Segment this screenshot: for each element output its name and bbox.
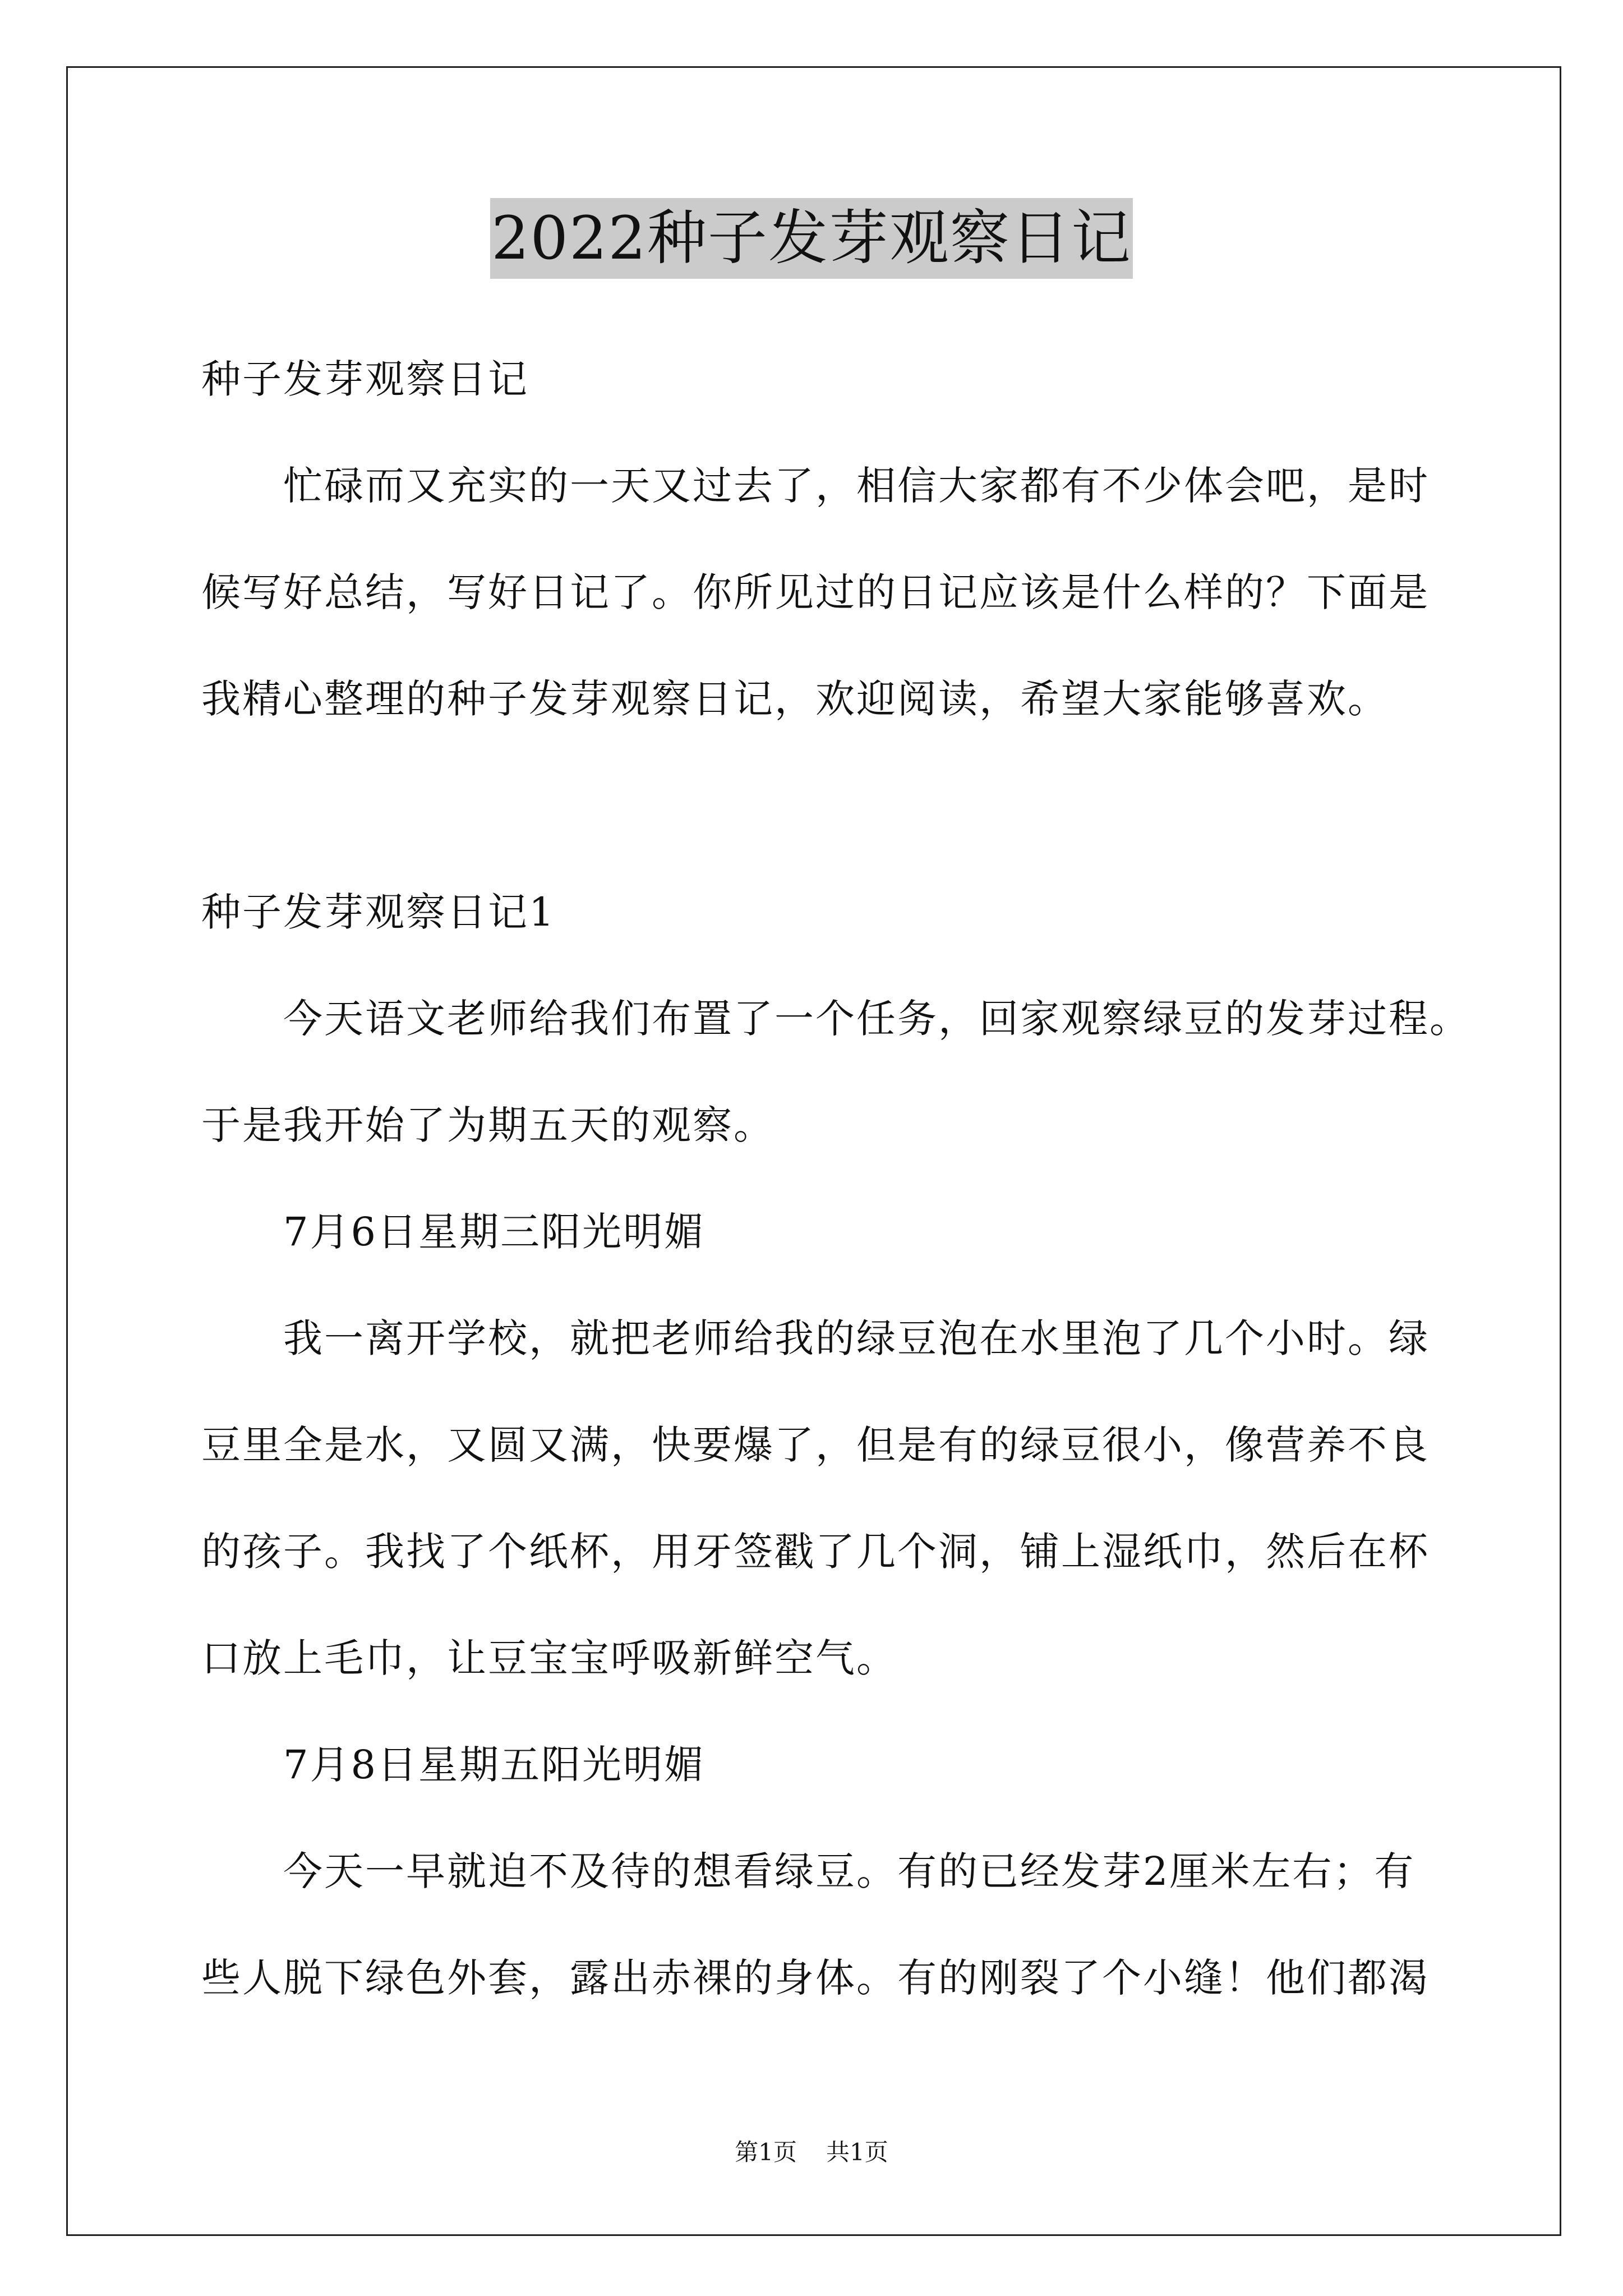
paragraph-line: 的孩子。我找了个纸杯，用牙签戳了几个洞，铺上湿纸巾，然后在杯: [201, 1529, 1430, 1575]
paragraph-line: 忙碌而又充实的一天又过去了，相信大家都有不少体会吧，是时: [283, 463, 1430, 509]
paragraph-line: 口放上毛巾，让豆宝宝呼吸新鲜空气。: [201, 1635, 897, 1681]
entry-paragraph: [201, 1818, 1491, 2031]
diary-heading: 种子发芽观察日记1: [201, 889, 556, 935]
diary-intro-paragraph: [201, 965, 1491, 1179]
document-heading: 种子发芽观察日记: [201, 356, 529, 402]
entry-date: 7月6日星期三阳光明媚: [283, 1209, 706, 1255]
paragraph-line: 今天一早就迫不及待的想看绿豆。有的已经发芽2厘米左右；有: [283, 1848, 1415, 1894]
paragraph-line: 我精心整理的种子发芽观察日记，欢迎阅读，希望大家能够喜欢。: [201, 676, 1389, 722]
page-number: 第1页: [735, 2138, 797, 2166]
entry-date: 7月8日星期五阳光明媚: [283, 1742, 706, 1788]
intro-paragraph: [201, 432, 1491, 752]
blank-line: [201, 752, 1491, 859]
title-row: [0, 198, 1623, 279]
paragraph-line: 候写好总结，写好日记了。你所见过的日记应该是什么样的？下面是: [201, 569, 1430, 615]
paragraph-line: 今天语文老师给我们布置了一个任务，回家观察绿豆的发芽过程。: [283, 996, 1470, 1042]
paragraph-line: 豆里全是水，又圆又满，快要爆了，但是有的绿豆很小，像营养不良: [201, 1422, 1430, 1468]
paragraph-line: 些人脱下绿色外套，露出赤裸的身体。有的刚裂了个小缝！他们都渴: [201, 1955, 1430, 2001]
paragraph-line: 我一离开学校，就把老师给我的绿豆泡在水里泡了几个小时。绿: [283, 1315, 1430, 1361]
document-title: 2022种子发芽观察日记: [490, 198, 1133, 279]
page-footer: [0, 2136, 1623, 2169]
page-total: 共1页: [826, 2138, 888, 2166]
document-body: [201, 326, 1491, 2031]
entry-paragraph: [201, 1285, 1491, 1711]
paragraph-line: 于是我开始了为期五天的观察。: [201, 1102, 774, 1148]
